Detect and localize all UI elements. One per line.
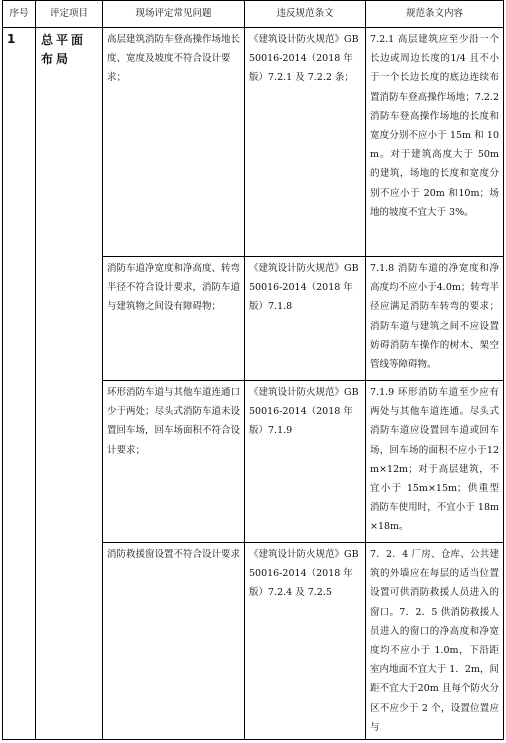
header-seq: 序号 xyxy=(3,1,36,28)
header-item: 评定项目 xyxy=(36,1,103,28)
seq-cell: 1 xyxy=(3,28,36,740)
evaluation-table xyxy=(2,0,504,740)
content-cell: 7.2.1 高层建筑应至少沿一个长边或周边长度的1/4 且不小于一个长边长度的底边连续布置消防车登高操作场地；7.2.2 消防车登高操作场地的长度和宽度分别不应小于 15m 和 10m。对于建筑高度大于 50m 的建筑，场地的长度和宽度分别不应小于 20m 和10m；场地的坡度不宜大于 3%。 xyxy=(366,28,504,257)
problem-cell: 环形消防车道与其他车道连通口少于两处；尽头式消防车道未设置回车场，回车场面积不符合设计要求； xyxy=(103,381,245,543)
header-content: 规范条文内容 xyxy=(366,1,504,28)
violation-cell: 《建筑设计防火规范》GB50016-2014（2018 年版）7.1.9 xyxy=(245,381,366,543)
table-row xyxy=(3,28,504,257)
content-cell: 7．2．4 厂房、仓库、公共建筑的外墙应在每层的适当位置设置可供消防救援人员进入的窗口。7．2．5 供消防救援人员进入的窗口的净高度和净宽度均不应小于 1.0m，下沿距室内地面不宜大于 1．2m，间距不宜大于20m 且每个防火分区不应少于 2 个，设置位置应与 xyxy=(366,543,504,740)
violation-cell: 《建筑设计防火规范》GB50016-2014（2018 年版）7.2.4 及 7.2.5 xyxy=(245,543,366,740)
violation-cell: 《建筑设计防火规范》GB50016-2014（2018 年版）7.1.8 xyxy=(245,257,366,381)
regulation-document xyxy=(2,0,503,740)
table-header-row xyxy=(3,1,504,28)
violation-cell: 《建筑设计防火规范》GB50016-2014（2018 年版）7.2.1 及 7.2.2 条； xyxy=(245,28,366,257)
problem-cell: 消防车道净宽度和净高度、转弯半径不符合设计要求，消防车道与建筑物之间设有障碍物； xyxy=(103,257,245,381)
problem-cell: 消防救援窗设置不符合设计要求 xyxy=(103,543,245,740)
problem-cell: 高层建筑消防车登高操作场地长度、宽度及坡度不符合设计要求； xyxy=(103,28,245,257)
header-problem: 现场评定常见问题 xyxy=(103,1,245,28)
content-cell: 7.1.8 消防车道的净宽度和净高度均不应小于4.0m；转弯半径应满足消防车转弯的要求；消防车道与建筑之间不应设置妨碍消防车操作的树木、架空管线等障碍物。 xyxy=(366,257,504,381)
header-violation: 违反规范条文 xyxy=(245,1,366,28)
content-cell: 7.1.9 环形消防车道至少应有两处与其他车道连通。尽头式消防车道应设置回车道或回车场，回车场的面积不应小于12m×12m；对于高层建筑，不宜小于 15m×15m；供重型消防车使用时，不宜小于 18m×18m。 xyxy=(366,381,504,543)
item-cell: 总平面布局 xyxy=(36,28,103,740)
